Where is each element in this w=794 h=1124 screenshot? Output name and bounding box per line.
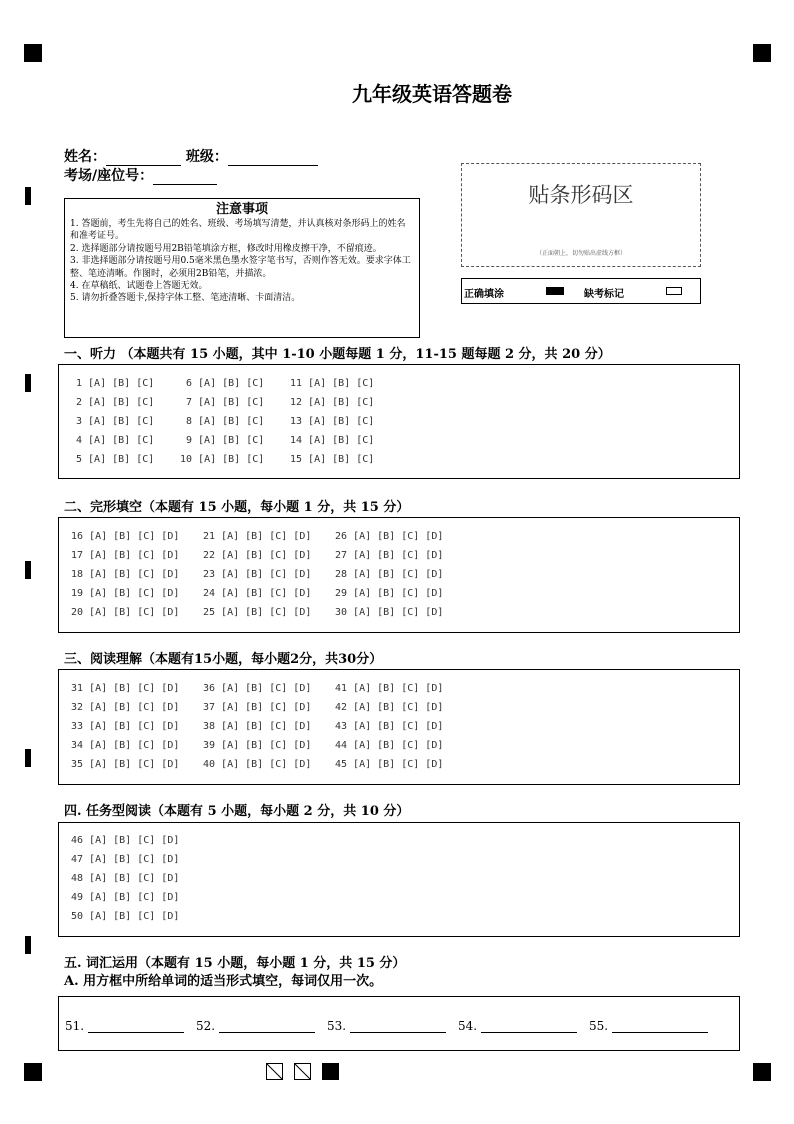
class-label: 班级： — [185, 149, 228, 165]
blank-54[interactable] — [458, 1019, 577, 1033]
answer-row-33[interactable]: 33 [A] [B] [C] [D] — [71, 721, 180, 732]
answer-row-36[interactable]: 36 [A] [B] [C] [D] — [203, 683, 312, 694]
corner-mark-bottom-right — [753, 1063, 771, 1081]
answer-row-48[interactable]: 48 [A] [B] [C] [D] — [71, 873, 180, 884]
section-5-subtitle: A. 用方框中所给单词的适当形式填空，每词仅用一次。 — [64, 974, 383, 989]
blank-line[interactable] — [88, 1020, 184, 1033]
notice-item: 1. 答题前，考生先将自己的姓名、班级、考场填写清楚，并认真核对条形码上的姓名和准考证号。 — [70, 219, 406, 242]
name-label: 姓名： — [64, 149, 106, 165]
answer-row-39[interactable]: 39 [A] [B] [C] [D] — [203, 740, 312, 751]
blank-number: 55. — [589, 1019, 609, 1033]
blank-52[interactable] — [196, 1019, 315, 1033]
barcode-area — [461, 163, 701, 267]
answer-row-47[interactable]: 47 [A] [B] [C] [D] — [71, 854, 180, 865]
absent-mark-box[interactable] — [666, 287, 682, 295]
name-field[interactable] — [106, 151, 181, 166]
answer-row-4[interactable]: 4 [A] [B] [C] — [76, 435, 155, 446]
answer-row-13[interactable]: 13 [A] [B] [C] — [290, 416, 375, 427]
answer-row-35[interactable]: 35 [A] [B] [C] [D] — [71, 759, 180, 770]
student-info-row-2 — [64, 165, 217, 185]
answer-row-2[interactable]: 2 [A] [B] [C] — [76, 397, 155, 408]
answer-row-18[interactable]: 18 [A] [B] [C] [D] — [71, 569, 180, 580]
answer-row-14[interactable]: 14 [A] [B] [C] — [290, 435, 375, 446]
corner-mark-top-right — [753, 44, 771, 62]
answer-row-20[interactable]: 20 [A] [B] [C] [D] — [71, 607, 180, 618]
blank-line[interactable] — [612, 1020, 708, 1033]
answer-row-38[interactable]: 38 [A] [B] [C] [D] — [203, 721, 312, 732]
corner-mark-bottom-left — [24, 1063, 42, 1081]
blank-line[interactable] — [350, 1020, 446, 1033]
answer-row-28[interactable]: 28 [A] [B] [C] [D] — [335, 569, 444, 580]
page-mark-hatched — [294, 1063, 311, 1080]
answer-row-10[interactable]: 10 [A] [B] [C] — [180, 454, 265, 465]
answer-row-34[interactable]: 34 [A] [B] [C] [D] — [71, 740, 180, 751]
answer-row-37[interactable]: 37 [A] [B] [C] [D] — [203, 702, 312, 713]
section-3-box — [58, 669, 740, 785]
answer-row-46[interactable]: 46 [A] [B] [C] [D] — [71, 835, 180, 846]
section-1-box — [58, 364, 740, 479]
notice-item: 4. 在草稿纸、试题卷上答题无效。 — [70, 281, 208, 292]
answer-row-15[interactable]: 15 [A] [B] [C] — [290, 454, 375, 465]
answer-row-5[interactable]: 5 [A] [B] [C] — [76, 454, 155, 465]
blank-53[interactable] — [327, 1019, 446, 1033]
answer-row-22[interactable]: 22 [A] [B] [C] [D] — [203, 550, 312, 561]
answer-row-43[interactable]: 43 [A] [B] [C] [D] — [335, 721, 444, 732]
page-mark-filled — [322, 1063, 339, 1080]
answer-row-21[interactable]: 21 [A] [B] [C] [D] — [203, 531, 312, 542]
answer-row-19[interactable]: 19 [A] [B] [C] [D] — [71, 588, 180, 599]
notice-item: 2. 选择题部分请按题号用2B铅笔填涂方框，修改时用橡皮擦干净，不留痕迹。 — [70, 243, 382, 254]
section-1-title: 一、听力 （本题共有 15 小题，其中 1-10 小题每题 1 分，11-15 题每题 2 分，共 20 分） — [64, 347, 611, 362]
answer-row-44[interactable]: 44 [A] [B] [C] [D] — [335, 740, 444, 751]
side-mark — [25, 561, 31, 579]
page-title: 九年级英语答题卷 — [352, 82, 512, 106]
answer-row-7[interactable]: 7 [A] [B] [C] — [186, 397, 265, 408]
answer-row-42[interactable]: 42 [A] [B] [C] [D] — [335, 702, 444, 713]
answer-row-16[interactable]: 16 [A] [B] [C] [D] — [71, 531, 180, 542]
answer-row-31[interactable]: 31 [A] [B] [C] [D] — [71, 683, 180, 694]
answer-row-24[interactable]: 24 [A] [B] [C] [D] — [203, 588, 312, 599]
answer-row-6[interactable]: 6 [A] [B] [C] — [186, 378, 265, 389]
blank-number: 53. — [327, 1019, 347, 1033]
answer-row-23[interactable]: 23 [A] [B] [C] [D] — [203, 569, 312, 580]
section-4-box — [58, 822, 740, 937]
blank-number: 51. — [65, 1019, 85, 1033]
section-2-title: 二、完形填空（本题有 15 小题，每小题 1 分，共 15 分） — [64, 500, 410, 515]
side-mark — [25, 936, 31, 954]
answer-row-40[interactable]: 40 [A] [B] [C] [D] — [203, 759, 312, 770]
correct-fill-label: 正确填涂 — [464, 289, 504, 300]
side-mark — [25, 749, 31, 767]
correct-fill-sample — [546, 287, 564, 295]
blank-55[interactable] — [589, 1019, 708, 1033]
notice-box — [64, 198, 420, 338]
notice-title: 注意事项 — [215, 202, 268, 217]
answer-row-41[interactable]: 41 [A] [B] [C] [D] — [335, 683, 444, 694]
page-mark-hatched — [266, 1063, 283, 1080]
answer-row-17[interactable]: 17 [A] [B] [C] [D] — [71, 550, 180, 561]
answer-row-27[interactable]: 27 [A] [B] [C] [D] — [335, 550, 444, 561]
barcode-hint: （正面朝上，切勿贴出虚线方框） — [535, 250, 626, 257]
section-2-box — [58, 517, 740, 633]
side-mark — [25, 187, 31, 205]
student-info-row-1 — [64, 146, 318, 166]
answer-row-45[interactable]: 45 [A] [B] [C] [D] — [335, 759, 444, 770]
section-5-box — [58, 996, 740, 1051]
answer-row-8[interactable]: 8 [A] [B] [C] — [186, 416, 265, 427]
answer-row-12[interactable]: 12 [A] [B] [C] — [290, 397, 375, 408]
answer-row-30[interactable]: 30 [A] [B] [C] [D] — [335, 607, 444, 618]
class-field[interactable] — [228, 151, 318, 166]
section-5-title: 五. 词汇运用（本题有 15 小题，每小题 1 分，共 15 分） — [64, 956, 406, 971]
answer-row-50[interactable]: 50 [A] [B] [C] [D] — [71, 911, 180, 922]
blank-number: 52. — [196, 1019, 216, 1033]
absent-mark-label: 缺考标记 — [584, 289, 624, 300]
answer-row-11[interactable]: 11 [A] [B] [C] — [290, 378, 375, 389]
answer-row-32[interactable]: 32 [A] [B] [C] [D] — [71, 702, 180, 713]
blank-number: 54. — [458, 1019, 478, 1033]
seat-label: 考场/座位号： — [64, 168, 154, 184]
answer-row-26[interactable]: 26 [A] [B] [C] [D] — [335, 531, 444, 542]
section-4-title: 四. 任务型阅读（本题有 5 小题，每小题 2 分，共 10 分） — [64, 804, 410, 819]
answer-row-29[interactable]: 29 [A] [B] [C] [D] — [335, 588, 444, 599]
answer-row-3[interactable]: 3 [A] [B] [C] — [76, 416, 155, 427]
answer-row-25[interactable]: 25 [A] [B] [C] [D] — [203, 607, 312, 618]
barcode-label: 贴条形码区 — [528, 183, 634, 207]
fill-legend — [461, 278, 701, 304]
notice-item: 5. 请勿折叠答题卡,保持字体工整、笔迹清晰、卡面清洁。 — [70, 293, 301, 304]
side-mark — [25, 374, 31, 392]
answer-row-1[interactable]: 1 [A] [B] [C] — [76, 378, 155, 389]
blank-line[interactable] — [481, 1020, 577, 1033]
section-3-title: 三、阅读理解（本题有15小题，每小题2分，共30分） — [64, 652, 383, 667]
blank-line[interactable] — [219, 1020, 315, 1033]
notice-item: 3. 非选择题部分请按题号用0.5毫米黑色墨水签字笔书写，否则作答无效。要求字体工整、笔迹清晰。作图时，必须用2B铅笔，并描浓。 — [70, 256, 411, 279]
corner-mark-top-left — [24, 44, 42, 62]
blank-51[interactable] — [65, 1019, 184, 1033]
seat-field[interactable] — [153, 170, 217, 185]
answer-row-49[interactable]: 49 [A] [B] [C] [D] — [71, 892, 180, 903]
answer-row-9[interactable]: 9 [A] [B] [C] — [186, 435, 265, 446]
